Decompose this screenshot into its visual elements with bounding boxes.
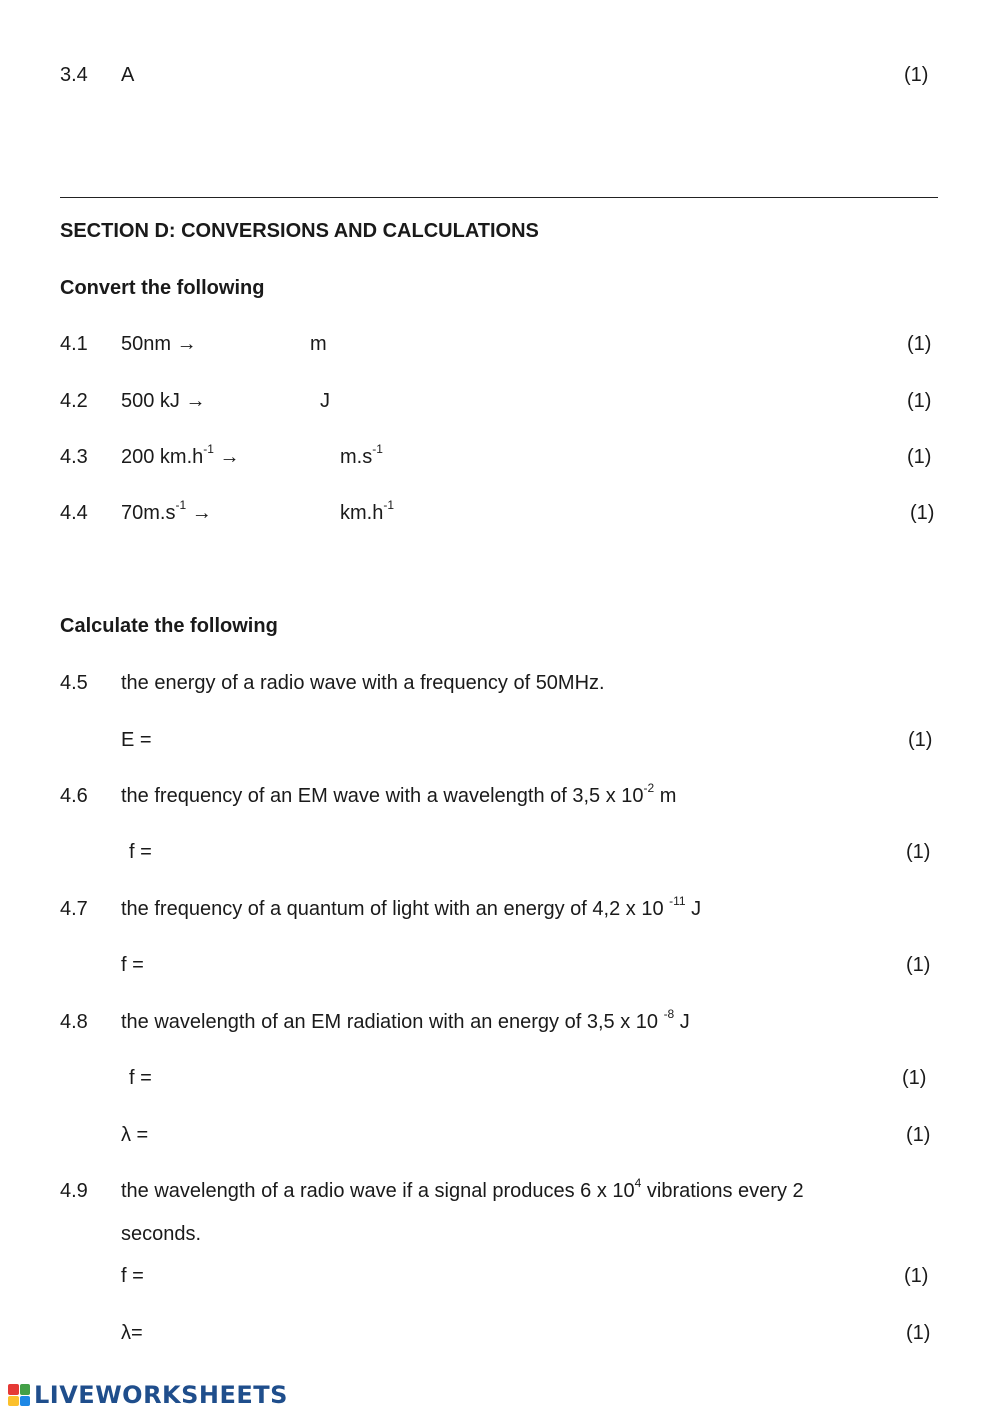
arrow-right-icon: → — [191, 502, 212, 524]
answer-line: f = — [129, 841, 152, 863]
conversion-from: $70m.s^{-1}$ → — [121, 498, 212, 524]
answer-line: f = — [121, 954, 144, 976]
question-text: the wavelength of a radio wave if a signal produces 6 x $10^4$ vibrations every 2 — [121, 1176, 804, 1202]
question-number: 4.1 — [60, 333, 88, 355]
marks: (1) — [907, 446, 932, 468]
conversion-from: 200 $km.h^{-1}$ → — [121, 442, 240, 468]
conversion-to: $km.h^{-1}$ — [340, 498, 395, 524]
logo-mark-icon — [8, 1384, 30, 1406]
answer-line: f = — [129, 1067, 152, 1089]
marks: (1) — [908, 729, 933, 751]
answer-line: f = — [121, 1265, 144, 1287]
liveworksheets-logo[interactable] — [8, 1382, 288, 1408]
conversion-to: $m.s^{-1}$ — [340, 442, 383, 468]
arrow-right-icon: → — [219, 446, 240, 468]
answer-line: λ = — [121, 1124, 149, 1146]
section-title: SECTION D: CONVERSIONS AND CALCULATIONS — [60, 220, 539, 242]
marks: (1) — [906, 841, 931, 863]
conversion-from: 500 kJ → — [121, 390, 206, 412]
question-number: 4.8 — [60, 1011, 88, 1033]
section-divider — [60, 197, 938, 198]
marks: (1) — [902, 1067, 927, 1089]
logo-text: LIVEWORKSHEETS — [34, 1381, 288, 1409]
answer-text: A — [121, 64, 135, 86]
marks: (1) — [906, 1124, 931, 1146]
marks: (1) — [907, 333, 932, 355]
question-text: the frequency of an EM wave with a wavelength of 3,5 x $10^{-2}$ m — [121, 781, 677, 807]
question-number: 4.7 — [60, 898, 88, 920]
answer-line: E = — [121, 729, 152, 751]
convert-heading: Convert the following — [60, 277, 265, 299]
arrow-right-icon: → — [176, 333, 197, 355]
arrow-right-icon: → — [185, 390, 206, 412]
conversion-to: J — [320, 390, 330, 412]
logo-square — [20, 1384, 31, 1395]
marks: (1) — [906, 1322, 931, 1344]
logo-square — [20, 1396, 31, 1407]
question-number: 4.5 — [60, 672, 88, 694]
question-number: 3.4 — [60, 64, 88, 86]
logo-square — [8, 1396, 19, 1407]
marks: (1) — [906, 954, 931, 976]
question-text-continued: seconds. — [121, 1223, 202, 1245]
question-number: 4.9 — [60, 1180, 88, 1202]
question-number: 4.6 — [60, 785, 88, 807]
question-text: the wavelength of an EM radiation with an energy of 3,5 x 10 $^{-8}$ J — [121, 1007, 690, 1033]
question-number: 4.3 — [60, 446, 88, 468]
marks: (1) — [904, 64, 929, 86]
marks: (1) — [910, 502, 935, 524]
conversion-from: 50nm → — [121, 333, 197, 355]
question-text: the frequency of a quantum of light with an energy of 4,2 x 10 $^{-11}$ J — [121, 894, 702, 920]
question-text: the energy of a radio wave with a frequency of 50MHz. — [121, 672, 605, 694]
calculate-heading: Calculate the following — [60, 615, 278, 637]
conversion-to: m — [310, 333, 327, 355]
marks: (1) — [907, 390, 932, 412]
logo-square — [8, 1384, 19, 1395]
marks: (1) — [904, 1265, 929, 1287]
answer-line: λ= — [121, 1322, 143, 1344]
question-number: 4.4 — [60, 502, 88, 524]
question-number: 4.2 — [60, 390, 88, 412]
